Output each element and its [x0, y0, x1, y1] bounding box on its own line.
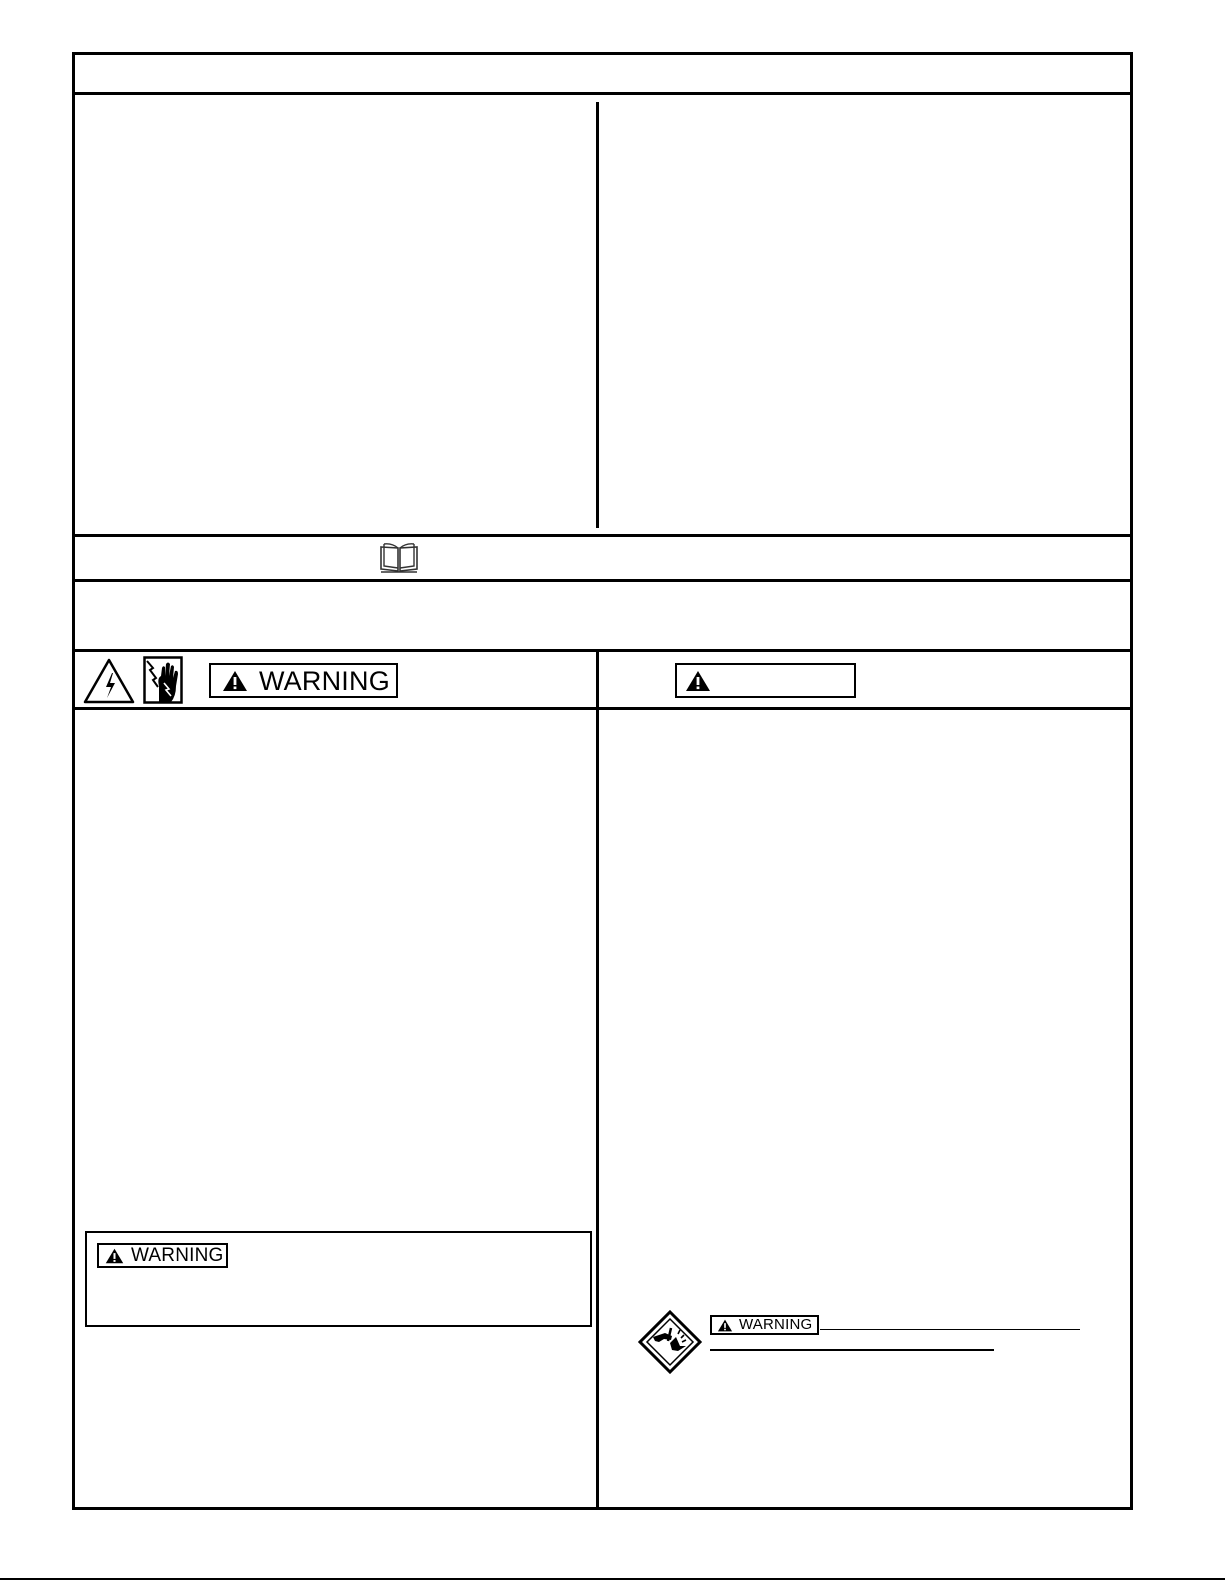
bottom-warning-signal-word: WARNING — [739, 1316, 813, 1333]
manual-banner-text — [85, 543, 365, 571]
electric-shock-hand-icon — [143, 656, 183, 704]
left-warning-signal-label — [209, 663, 398, 698]
read-manual-book-icon — [378, 541, 420, 575]
warning-triangle-icon — [685, 670, 711, 692]
warning-triangle-icon — [105, 1248, 124, 1264]
document-frame — [72, 52, 1133, 1510]
title-divider — [75, 92, 1130, 95]
right-panel-body-text — [610, 720, 1115, 1300]
left-panel-body-text — [85, 720, 585, 1220]
inset-warning-signal-label — [97, 1243, 228, 1268]
inset-warning-signal-word: WARNING — [131, 1245, 224, 1266]
right-signal-label — [675, 663, 856, 698]
top-column-divider — [596, 102, 599, 528]
left-warning-signal-word: WARNING — [259, 665, 390, 696]
panels-center-divider — [596, 649, 599, 1510]
left-panel-footer-text — [85, 1340, 585, 1500]
warning-triangle-icon — [717, 1319, 733, 1332]
page-title — [85, 61, 1115, 89]
hand-entanglement-hazard-icon — [638, 1310, 702, 1374]
page-bottom-rule — [0, 1578, 1225, 1580]
bottom-warning-rule-1 — [820, 1329, 1080, 1330]
banner-top-divider — [75, 534, 1130, 537]
banner-bottom-divider — [75, 579, 1130, 582]
left-inset-warning-box — [85, 1231, 592, 1327]
electrical-hazard-icon — [82, 657, 136, 705]
panel-header-divider — [75, 707, 1130, 710]
top-right-column-text — [610, 105, 1115, 525]
panels-top-divider — [75, 649, 1130, 652]
warning-triangle-icon — [222, 670, 248, 692]
notice-band-text — [85, 590, 1115, 645]
bottom-warning-signal-label — [710, 1315, 819, 1335]
inset-warning-text — [97, 1275, 577, 1319]
bottom-warning-rule-2 — [710, 1349, 994, 1351]
top-left-column-text — [85, 105, 585, 525]
